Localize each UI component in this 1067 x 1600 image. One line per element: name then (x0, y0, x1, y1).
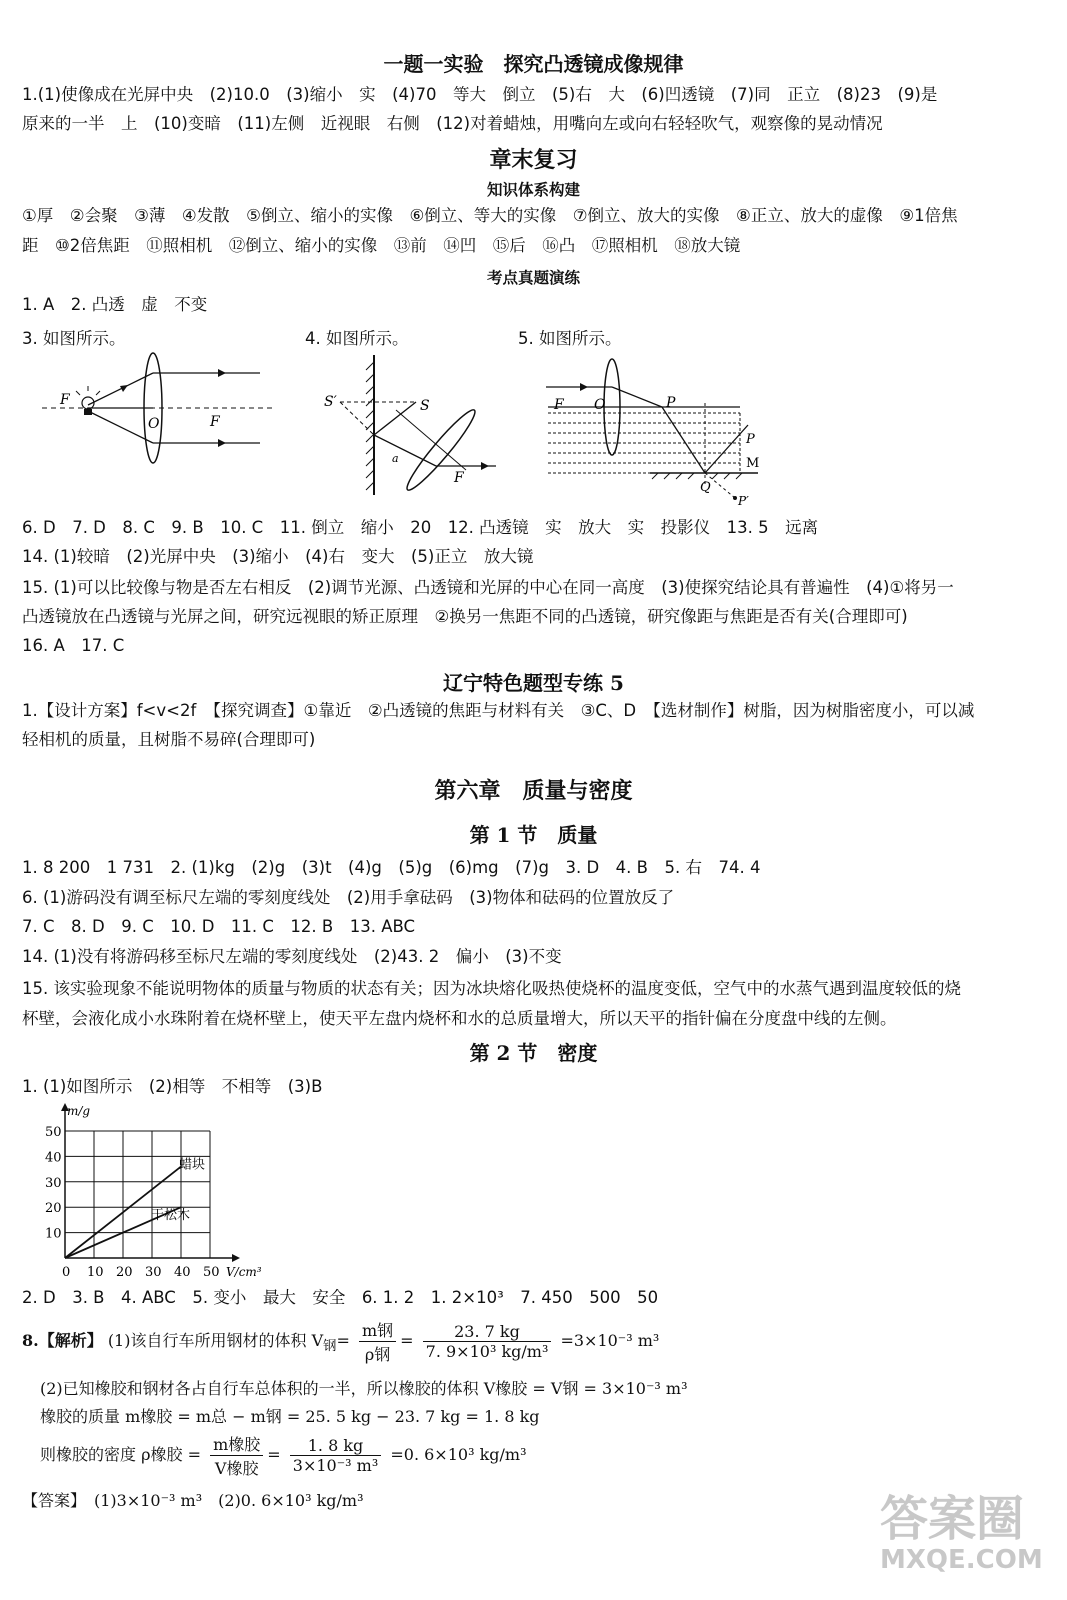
text-line: 凸透镜放在凸透镜与光屏之间，研究远视眼的矫正原理 ②换另一焦距不同的凸透镜，研究像距与焦距是否有关(合理即可) (22, 607, 908, 626)
series-label: 干松木 (151, 1208, 191, 1224)
fraction: $\frac{23. 7 kg}{\text{7. 9×10³ kg/m³}}$ (423, 1322, 552, 1361)
fraction: $\frac{1. 8 kg}{\text{3×10⁻³ m³}}$ (290, 1436, 381, 1475)
figure-caption-4: 4. 如图所示。 (305, 329, 409, 348)
text-line: 15. 该实验现象不能说明物体的质量与物质的状态有关；因为冰块熔化吸热使烧杯的温度变低，空气中的水蒸气遇到温度较低的烧 (22, 979, 961, 998)
q8-answer: 【答案】 (1)3×10⁻³ m³ (2)0. 6×10³ kg/m³ (22, 1491, 364, 1510)
svg-text:a: a (392, 452, 399, 465)
figure-4-mirror-lens-diagram (316, 350, 506, 500)
y-tick-label: 20 (45, 1201, 62, 1217)
text-line: 6. D 7. D 8. C 9. B 10. C 11. 倒立 缩小 20 12. 凸透镜 实 放大 实 投影仪 13. 5 远离 (22, 518, 819, 537)
section-title-mass: 第 1 节 质量 (469, 823, 598, 847)
text-line: 杯壁，会液化成小水珠附着在烧杯壁上，使天平左盘内烧杯和水的总质量增大，所以天平的指针偏在分度盘中线的左侧。 (22, 1009, 897, 1028)
svg-text:S: S (420, 398, 430, 414)
text-line: 15. (1)可以比较像与物是否左右相反 (2)调节光源、凸透镜和光屏的中心在同一高度 (3)使探究结论具有普遍性 (4)①将另一 (22, 578, 954, 597)
figure-5-refraction-diagram (540, 345, 780, 510)
x-tick-label: 50 (203, 1265, 220, 1280)
x-tick-label: 10 (87, 1265, 104, 1280)
x-tick-label: 0 (62, 1265, 71, 1280)
subheading-knowledge-system: 知识体系构建 (486, 181, 580, 199)
q8-part1: 8.【解析】 (1)该自行车所用钢材的体积 $V_钢=$ $\frac{\text{m钢}}{\text{ρ钢}}$ = $\frac{23. 7 kg}{\text{7. 9×10³ kg/m³}}$ =3×10⁻³ m³ (22, 1318, 659, 1365)
text-line: 1. A 2. 凸透 虚 不变 (22, 295, 208, 314)
figure-caption-3: 3. 如图所示。 (22, 329, 126, 348)
text-line: 原来的一半 上 (10)变暗 (11)左侧 近视眼 右侧 (12)对着蜡烛，用嘴向左或向右轻轻吹气，观察像的晃动情况 (22, 114, 883, 133)
x-axis-arrow (232, 1254, 240, 1262)
text-line: 14. (1)没有将游码移至标尺左端的零刻度线处 (2)43. 2 偏小 (3)不变 (22, 947, 562, 966)
text-line: 7. C 8. D 9. C 10. D 11. C 12. B 13. ABC (22, 917, 416, 936)
figure-caption-5: 5. 如图所示。 (518, 329, 622, 348)
fraction: $\frac{\text{m橡胶}}{\text{V橡胶}}$ (210, 1432, 263, 1479)
section-title-review: 章末复习 (489, 147, 578, 173)
x-axis-label: V/cm³ (226, 1265, 262, 1279)
section-title-experiment: 一题一实验 探究凸透镜成像规律 (383, 52, 684, 76)
svg-text:F: F (554, 397, 564, 413)
x-tick-label: 30 (145, 1265, 162, 1280)
watermark-logo: 答案圈 (880, 1491, 1025, 1547)
text-line: 16. A 17. C (22, 636, 125, 655)
svg-text:P′: P′ (738, 494, 749, 508)
svg-text:M: M (746, 456, 760, 471)
x-tick-label: 40 (174, 1265, 191, 1280)
section-title-density: 第 2 节 密度 (469, 1041, 598, 1065)
chapter-title: 第六章 质量与密度 (434, 778, 633, 804)
text-line: 1. (1)如图所示 (2)相等 不相等 (3)B (22, 1077, 323, 1096)
mass-volume-chart (20, 1100, 280, 1285)
section-title-liaoning: 辽宁特色题型专练 5 (443, 671, 624, 695)
text-line: 14. (1)较暗 (2)光屏中央 (3)缩小 (4)右 变大 (5)正立 放大镜 (22, 547, 534, 566)
q8-part2: (2)已知橡胶和钢材各占自行车总体积的一半，所以橡胶的体积 V橡胶 = V钢 = 3×10⁻³ m³ (40, 1379, 688, 1398)
fraction: $\frac{\text{m钢}}{\text{ρ钢}}$ (359, 1318, 396, 1365)
svg-text:P: P (666, 395, 676, 411)
svg-text:F: F (454, 470, 464, 486)
q8-part4: 则橡胶的密度 ρ橡胶 = $\frac{\text{m橡胶}}{\text{V橡胶}}$ = $\frac{1. 8 kg}{\text{3×10⁻³ m³}}$ =0. 6×10³ kg/m³ (40, 1432, 526, 1479)
x-tick-label: 20 (116, 1265, 133, 1280)
series-label: 蜡块 (179, 1157, 206, 1173)
svg-text:S′: S′ (324, 394, 337, 410)
watermark-url: MXQE.COM (880, 1545, 1043, 1575)
svg-text:Q: Q (700, 480, 711, 495)
svg-text:P: P (746, 432, 755, 447)
text-line: 1.(1)使像成在光屏中央 (2)10.0 (3)缩小 实 (4)70 等大 倒立 (5)右 大 (6)凹透镜 (7)同 正立 (8)23 (9)是 (22, 85, 938, 104)
text-line: 1.【设计方案】f<v<2f 【探究调查】①靠近 ②凸透镜的焦距与材料有关 ③C、D 【选材制作】树脂，因为树脂密度小，可以减 (22, 701, 975, 720)
y-axis-label: m/g (67, 1104, 91, 1118)
svg-text:F: F (210, 414, 220, 430)
text-line: 1. 8 200 1 731 2. (1)kg (2)g (3)t (4)g (5)g (6)mg (7)g 3. D 4. B 5. 右 74. 4 (22, 858, 761, 877)
q8-label: 8.【解析】 (22, 1331, 103, 1350)
text-line: 2. D 3. B 4. ABC 5. 变小 最大 安全 6. 1. 2 1. 2×10³ 7. 450 500 50 (22, 1288, 659, 1307)
y-tick-label: 50 (45, 1125, 62, 1140)
text-line: 距 ⑩2倍焦距 ⑪照相机 ⑫倒立、缩小的实像 ⑬前 ⑭凹 ⑮后 ⑯凸 ⑰照相机 ⑱放大镜 (22, 236, 741, 255)
y-tick-label: 10 (45, 1226, 62, 1242)
text-line: 6. (1)游码没有调至标尺左端的零刻度线处 (2)用手拿砝码 (3)物体和砝码的位置放反了 (22, 888, 675, 907)
q8-part3: 橡胶的质量 m橡胶 = m总 − m钢 = 25. 5 kg − 23. 7 kg = 1. 8 kg (40, 1407, 540, 1426)
svg-text:F: F (60, 392, 70, 408)
y-tick-label: 30 (45, 1175, 62, 1191)
text-line: ①厚 ②会聚 ③薄 ④发散 ⑤倒立、缩小的实像 ⑥倒立、等大的实像 ⑦倒立、放大的实像 ⑧正立、放大的虚像 ⑨1倍焦 (22, 206, 958, 225)
svg-text:O: O (148, 416, 160, 432)
text-line: 轻相机的质量，且树脂不易碎(合理即可) (22, 730, 316, 749)
figure-3-lens-diagram (38, 350, 278, 470)
y-tick-label: 40 (45, 1150, 62, 1166)
svg-text:O: O (594, 397, 606, 413)
subheading-exam-practice: 考点真题演练 (486, 269, 580, 287)
